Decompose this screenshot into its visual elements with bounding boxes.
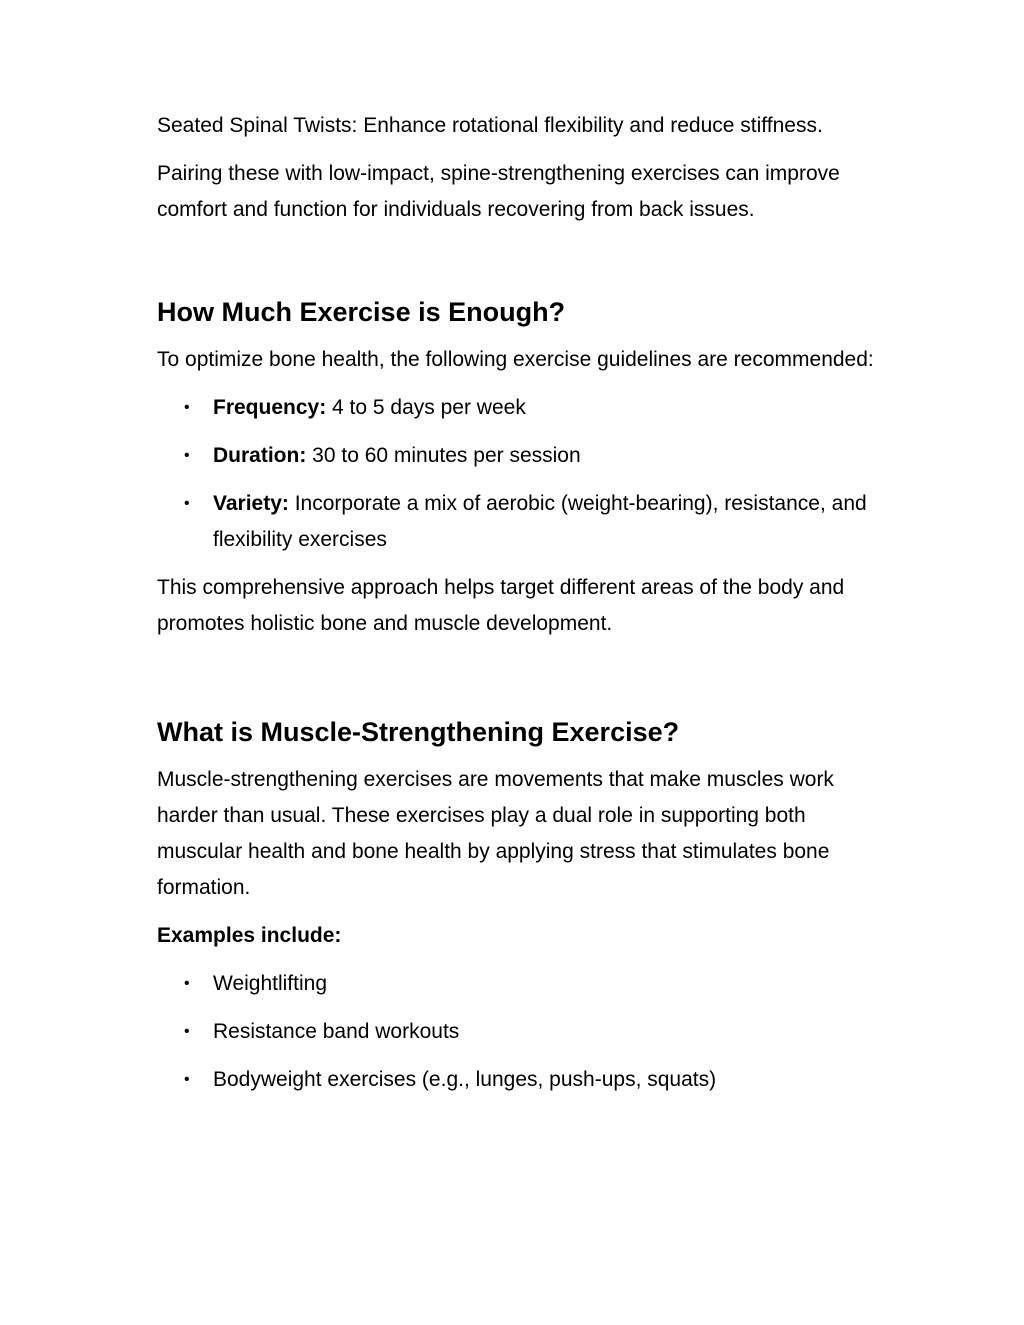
variety-label: Variety: — [213, 492, 289, 515]
comprehensive-approach-paragraph: This comprehensive approach helps target different areas of the body and promotes holistic bone and muscle development. — [157, 576, 845, 635]
example-text: Bodyweight exercises (e.g., lunges, push-ups, squats) — [213, 1068, 717, 1091]
examples-list — [157, 966, 877, 1098]
list-item-frequency — [157, 390, 877, 426]
frequency-text: 4 to 5 days per week — [326, 396, 526, 419]
document-page — [157, 108, 877, 1110]
variety-text: Incorporate a mix of aerobic (weight-bearing), resistance, and flexibility exercises — [213, 492, 867, 551]
pairing-paragraph: Pairing these with low-impact, spine-strengthening exercises can improve comfort and function for individuals recovering from back issues. — [157, 162, 840, 221]
bullet-icon: • — [184, 975, 190, 992]
list-item — [157, 966, 877, 1002]
bullet-icon: • — [184, 495, 190, 512]
guidelines-list — [157, 390, 877, 558]
guidelines-intro-paragraph: To optimize bone health, the following exercise guidelines are recommended: — [157, 348, 874, 371]
list-item — [157, 1014, 877, 1050]
seated-spinal-twists-paragraph: Seated Spinal Twists: Enhance rotational flexibility and reduce stiffness. — [157, 114, 823, 137]
bullet-icon: • — [184, 1023, 190, 1040]
heading-muscle-strengthening: What is Muscle-Strengthening Exercise? — [157, 717, 680, 747]
frequency-label: Frequency: — [213, 396, 327, 419]
bullet-icon: • — [184, 1071, 190, 1088]
heading-how-much-exercise: How Much Exercise is Enough? — [157, 297, 566, 327]
list-item — [157, 1062, 877, 1098]
list-item-duration — [157, 438, 877, 474]
example-text: Weightlifting — [213, 972, 328, 995]
duration-text: 30 to 60 minutes per session — [306, 444, 581, 467]
duration-label: Duration: — [213, 444, 307, 467]
example-text: Resistance band workouts — [213, 1020, 460, 1043]
list-item-variety — [157, 486, 877, 558]
examples-label: Examples include: — [157, 924, 342, 947]
muscle-strengthening-paragraph: Muscle-strengthening exercises are movements that make muscles work harder than usual. These exercises play a dual role in supporting both muscular health and bone health by applying stress that stimulates bone formation. — [157, 768, 834, 899]
bullet-icon: • — [184, 399, 190, 416]
bullet-icon: • — [184, 447, 190, 464]
